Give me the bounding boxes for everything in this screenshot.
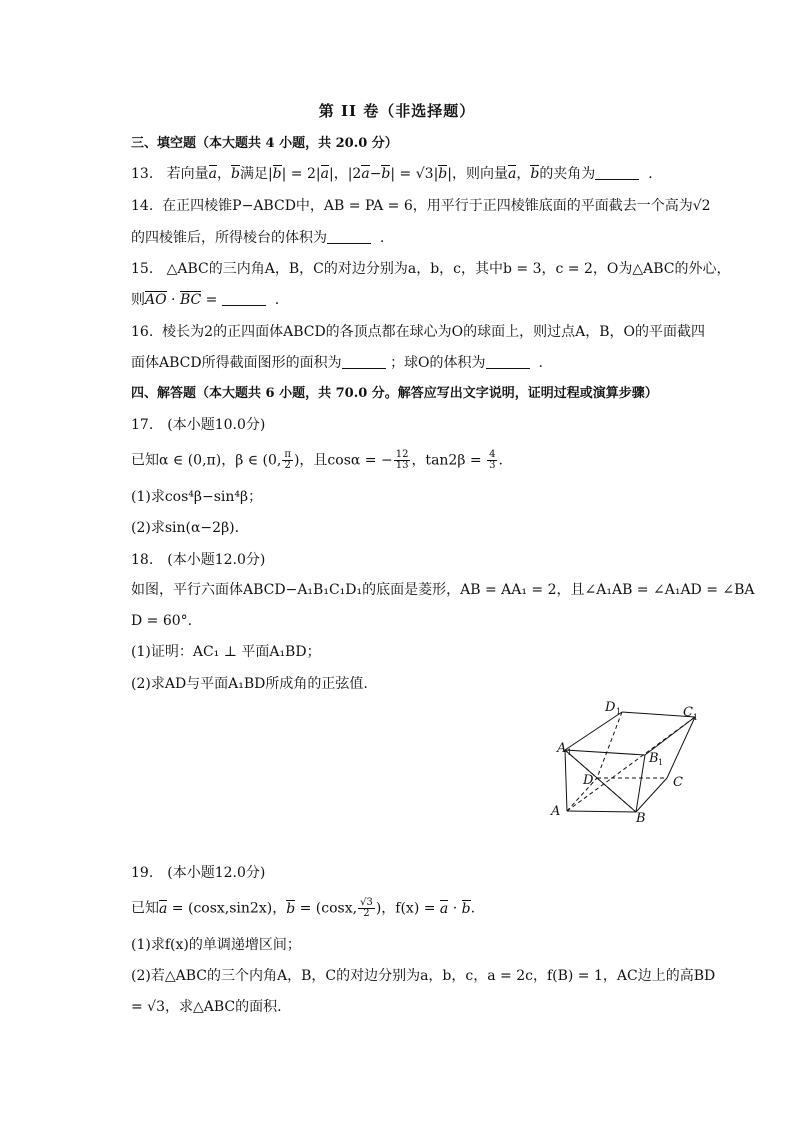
question-number: 14. xyxy=(131,198,154,214)
question-17-head: 17. (本小题10.0分) xyxy=(131,417,266,433)
question-17-part-2: (2)求sin(α−2β). xyxy=(131,520,240,536)
svg-text:1: 1 xyxy=(567,748,573,757)
question-19-part-2-line-2: = √3，求△ABC的面积. xyxy=(131,999,282,1015)
part4-header: 四、解答题（本大题共 6 小题，共 70.0 分。解答应写出文字说明，证明过程或演算步骤） xyxy=(131,386,658,401)
edge-A1B1 xyxy=(565,750,645,755)
question-14-line-1: 14. 在正四棱锥P−ABCD中，AB = PA = 6，用平行于正四棱锥底面的平面截去一个高为√2 xyxy=(131,198,711,214)
answer-blank[interactable] xyxy=(486,354,530,369)
question-18-line-2: D = 60°. xyxy=(131,613,193,629)
question-19-part-1: (1)求f(x)的单调递增区间； xyxy=(131,937,301,953)
question-18-line-1: 如图，平行六面体ABCD−A₁B₁C₁D₁的底面是菱形，AB = AA₁ = 2，且∠A₁AB = ∠A₁AD = ∠BA xyxy=(131,582,755,598)
question-19-head: 19. (本小题12.0分) xyxy=(131,865,266,881)
label-D1: D xyxy=(605,700,616,715)
question-18-head: 18. (本小题12.0分) xyxy=(131,552,266,568)
answer-blank[interactable] xyxy=(595,165,639,180)
answer-blank[interactable] xyxy=(222,291,266,306)
question-18-part-2: (2)求AD与平面A₁BD所成角的正弦值. xyxy=(131,676,368,692)
diagonal-AC1 xyxy=(567,717,695,811)
answer-blank[interactable] xyxy=(327,229,371,244)
question-18-part-1: (1)证明：AC₁ ⊥ 平面A₁BD； xyxy=(131,644,321,660)
question-17-given: 已知α ∈ (0,π)，β ∈ (0, $\frac{\pi}{2}$ )，且cosα = − $\frac{12}{13}$ ，tan2β = $\frac{4}{3}$ . xyxy=(131,449,503,471)
answer-blank[interactable] xyxy=(342,354,386,369)
svg-text:1: 1 xyxy=(616,707,622,716)
question-15-line-2: 则AO · BC = . xyxy=(131,292,280,308)
label-D: D xyxy=(583,773,594,788)
label-A1: A xyxy=(557,741,567,756)
svg-text:1: 1 xyxy=(693,713,699,722)
question-19-given: 已知a = (cosx,sin2x)，b = (cosx, $\frac{√3}{2}$ )，f(x) = a · b. xyxy=(131,897,476,919)
svg-text:1: 1 xyxy=(658,758,664,767)
edge-AB xyxy=(567,811,636,812)
question-15-line-1: 15. △ABC的三内角A，B，C的对边分别为a，b，c，其中b = 3，c = 2，O为△ABC的外心， xyxy=(131,261,731,277)
question-16-line-1: 16. 棱长为2的正四面体ABCD的各顶点都在球心为O的球面上，则过点A，B，O的平面截四 xyxy=(131,324,706,340)
label-A: A xyxy=(551,804,561,819)
label-B1: B xyxy=(649,751,659,766)
part3-header: 三、填空题（本大题共 4 小题，共 20.0 分） xyxy=(131,136,398,151)
question-14-line-2: 的四棱锥后，所得棱台的体积为 . xyxy=(131,230,385,246)
question-number: 13. xyxy=(131,166,154,182)
parallelepiped-figure xyxy=(545,698,710,828)
label-C1: C xyxy=(683,705,693,720)
question-number: 16. xyxy=(131,324,154,340)
label-C: C xyxy=(673,775,683,790)
question-number: 15. xyxy=(131,261,154,277)
edge-CC1 xyxy=(667,717,695,778)
label-B: B xyxy=(636,811,646,826)
section-title: 第 II 卷（非选择题） xyxy=(318,102,476,120)
edge-AA1 xyxy=(565,750,567,811)
edge-DD1 xyxy=(597,712,622,778)
question-17-part-1: (1)求cos⁴β−sin⁴β； xyxy=(131,489,263,505)
edge-A1D1 xyxy=(565,712,622,750)
question-16-line-2: 面体ABCD所得截面图形的面积为 ；球O的体积为 . xyxy=(131,355,543,371)
question-13: 13. 若向量a，b满足|b| = 2|a|，|2a−b| = √3|b|，则向量a，b的夹角为 . xyxy=(131,166,653,182)
question-19-part-2-line-1: (2)若△ABC的三个内角A，B，C的对边分别为a，b，c，a = 2c，f(B) = 1，AC边上的高BD xyxy=(131,968,716,984)
